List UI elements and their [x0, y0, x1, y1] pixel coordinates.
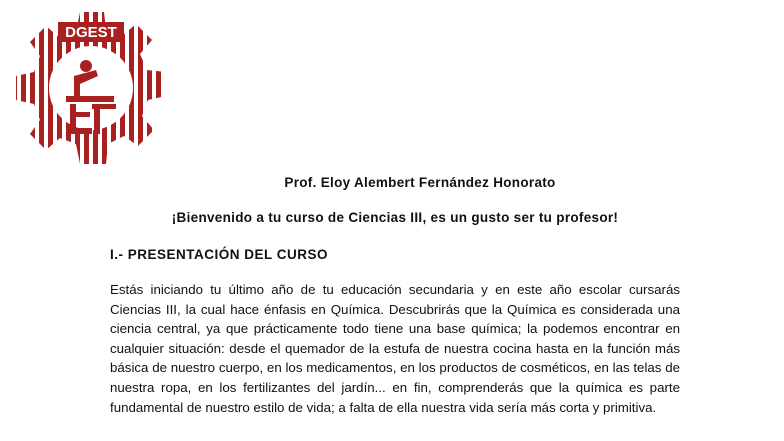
gear-emblem-icon: [0, 0, 180, 178]
section-heading: I.- PRESENTACIÓN DEL CURSO: [110, 247, 329, 262]
welcome-message: ¡Bienvenido a tu curso de Ciencias III, es un gusto ser tu profesor!: [171, 210, 619, 225]
dgest-logo: [0, 0, 180, 178]
author-name: Prof. Eloy Alembert Fernández Honorato: [284, 175, 556, 190]
svg-text:DGEST: DGEST: [65, 24, 117, 41]
section-body-paragraph: Estás iniciando tu último año de tu educación secundaria y en este año escolar cursarás Ciencias III, la cual hace énfasis en Química. Descubrirás que la Química es considerada una ciencia central, ya que prácticamente todo tiene una base química; la podemos encontrar en cualquier situación: desde el quemador de la estufa de nuestra cocina hasta en la función más básica de nuestro cuerpo, en los medicamentos, en los productos de cosméticos, en las telas de nuestra ropa, en los fertilizantes del jardín... en fin, comprenderás que la química es parte fundamental de nuestro estilo de vida; a falta de ella nuestra vida sería más corta y primitiva.: [110, 282, 680, 415]
